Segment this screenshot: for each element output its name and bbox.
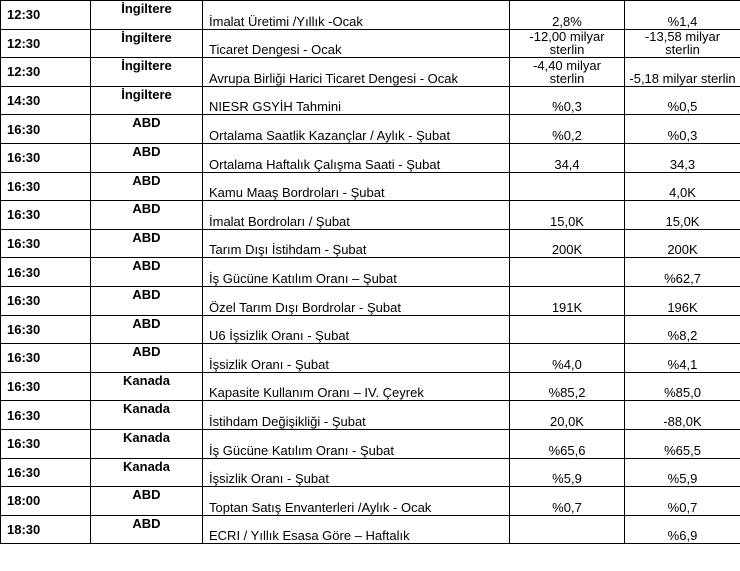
country-cell: ABD — [91, 487, 203, 516]
time-cell: 16:30 — [1, 372, 91, 401]
time-cell: 16:30 — [1, 286, 91, 315]
event-cell: İş Gücüne Katılım Oranı - Şubat — [203, 429, 510, 458]
table-row — [1, 172, 740, 201]
table-row — [1, 286, 740, 315]
event-cell: Ortalama Haftalık Çalışma Saati - Şubat — [203, 143, 510, 172]
previous-value-cell: %65,5 — [625, 429, 740, 458]
expected-value-cell: %85,2 — [510, 372, 625, 401]
time-cell: 16:30 — [1, 229, 91, 258]
event-cell: Ortalama Saatlik Kazançlar / Aylık - Şubat — [203, 115, 510, 144]
previous-value-cell: -13,58 milyar sterlin — [625, 29, 740, 58]
expected-value-cell — [510, 315, 625, 344]
time-cell: 16:30 — [1, 429, 91, 458]
expected-value-cell: %0,3 — [510, 86, 625, 115]
table-row — [1, 515, 740, 544]
previous-value-cell: %6,9 — [625, 515, 740, 544]
time-cell: 14:30 — [1, 86, 91, 115]
previous-value-cell: 15,0K — [625, 201, 740, 230]
previous-value-cell: %8,2 — [625, 315, 740, 344]
event-cell: İşsizlik Oranı - Şubat — [203, 344, 510, 373]
expected-value-cell: 2,8% — [510, 1, 625, 30]
expected-value-cell — [510, 258, 625, 287]
country-cell: ABD — [91, 143, 203, 172]
expected-value-cell: 20,0K — [510, 401, 625, 430]
table-row — [1, 458, 740, 487]
event-cell: İstihdam Değişikliği - Şubat — [203, 401, 510, 430]
event-cell: Özel Tarım Dışı Bordrolar - Şubat — [203, 286, 510, 315]
event-cell: Tarım Dışı İstihdam - Şubat — [203, 229, 510, 258]
time-cell: 16:30 — [1, 143, 91, 172]
table-row — [1, 344, 740, 373]
country-cell: Kanada — [91, 372, 203, 401]
time-cell: 12:30 — [1, 29, 91, 58]
table-row — [1, 143, 740, 172]
time-cell: 16:30 — [1, 201, 91, 230]
country-cell: ABD — [91, 201, 203, 230]
previous-value-cell: %62,7 — [625, 258, 740, 287]
event-cell: Kamu Maaş Bordroları - Şubat — [203, 172, 510, 201]
expected-value-cell: 34,4 — [510, 143, 625, 172]
country-cell: ABD — [91, 315, 203, 344]
time-cell: 12:30 — [1, 1, 91, 30]
expected-value-cell: 200K — [510, 229, 625, 258]
event-cell: İşsizlik Oranı - Şubat — [203, 458, 510, 487]
time-cell: 16:30 — [1, 172, 91, 201]
country-cell: ABD — [91, 515, 203, 544]
expected-value-cell: %4,0 — [510, 344, 625, 373]
event-cell: İş Gücüne Katılım Oranı – Şubat — [203, 258, 510, 287]
country-cell: Kanada — [91, 429, 203, 458]
table-row — [1, 315, 740, 344]
event-cell: Avrupa Birliği Harici Ticaret Dengesi - Ocak — [203, 58, 510, 87]
table-row — [1, 401, 740, 430]
table-row — [1, 372, 740, 401]
table-row — [1, 58, 740, 87]
table-row — [1, 29, 740, 58]
table-row — [1, 201, 740, 230]
previous-value-cell: %0,5 — [625, 86, 740, 115]
expected-value-cell: %5,9 — [510, 458, 625, 487]
country-cell: ABD — [91, 172, 203, 201]
time-cell: 16:30 — [1, 315, 91, 344]
time-cell: 16:30 — [1, 458, 91, 487]
previous-value-cell: 196K — [625, 286, 740, 315]
country-cell: ABD — [91, 344, 203, 373]
event-cell: Ticaret Dengesi - Ocak — [203, 29, 510, 58]
country-cell: İngiltere — [91, 86, 203, 115]
expected-value-cell: %0,2 — [510, 115, 625, 144]
event-cell: U6 İşsizlik Oranı - Şubat — [203, 315, 510, 344]
expected-value-cell — [510, 515, 625, 544]
previous-value-cell: %0,3 — [625, 115, 740, 144]
previous-value-cell: %4,1 — [625, 344, 740, 373]
previous-value-cell: %85,0 — [625, 372, 740, 401]
table-row — [1, 487, 740, 516]
event-cell: İmalat Bordroları / Şubat — [203, 201, 510, 230]
time-cell: 18:00 — [1, 487, 91, 516]
event-cell: ECRI / Yıllık Esasa Göre – Haftalık — [203, 515, 510, 544]
previous-value-cell: 4,0K — [625, 172, 740, 201]
previous-value-cell: 200K — [625, 229, 740, 258]
table-row — [1, 1, 740, 30]
time-cell: 16:30 — [1, 401, 91, 430]
country-cell: İngiltere — [91, 1, 203, 30]
expected-value-cell: -4,40 milyar sterlin — [510, 58, 625, 87]
country-cell: Kanada — [91, 401, 203, 430]
previous-value-cell: %5,9 — [625, 458, 740, 487]
expected-value-cell: -12,00 milyar sterlin — [510, 29, 625, 58]
previous-value-cell: %1,4 — [625, 1, 740, 30]
time-cell: 18:30 — [1, 515, 91, 544]
country-cell: İngiltere — [91, 58, 203, 87]
time-cell: 12:30 — [1, 58, 91, 87]
previous-value-cell: -5,18 milyar sterlin — [625, 58, 740, 87]
time-cell: 16:30 — [1, 258, 91, 287]
previous-value-cell: -88,0K — [625, 401, 740, 430]
table-row — [1, 429, 740, 458]
table-row — [1, 258, 740, 287]
time-cell: 16:30 — [1, 344, 91, 373]
calendar-body — [1, 1, 740, 544]
table-row — [1, 115, 740, 144]
time-cell: 16:30 — [1, 115, 91, 144]
event-cell: Toptan Satış Envanterleri /Aylık - Ocak — [203, 487, 510, 516]
previous-value-cell: 34,3 — [625, 143, 740, 172]
table-row — [1, 229, 740, 258]
expected-value-cell: 15,0K — [510, 201, 625, 230]
country-cell: ABD — [91, 229, 203, 258]
country-cell: ABD — [91, 258, 203, 287]
expected-value-cell: %65,6 — [510, 429, 625, 458]
event-cell: İmalat Üretimi /Yıllık -Ocak — [203, 1, 510, 30]
expected-value-cell: %0,7 — [510, 487, 625, 516]
expected-value-cell: 191K — [510, 286, 625, 315]
event-cell: Kapasite Kullanım Oranı – IV. Çeyrek — [203, 372, 510, 401]
table-row — [1, 86, 740, 115]
country-cell: ABD — [91, 286, 203, 315]
event-cell: NIESR GSYİH Tahmini — [203, 86, 510, 115]
previous-value-cell: %0,7 — [625, 487, 740, 516]
expected-value-cell — [510, 172, 625, 201]
country-cell: Kanada — [91, 458, 203, 487]
country-cell: ABD — [91, 115, 203, 144]
country-cell: İngiltere — [91, 29, 203, 58]
